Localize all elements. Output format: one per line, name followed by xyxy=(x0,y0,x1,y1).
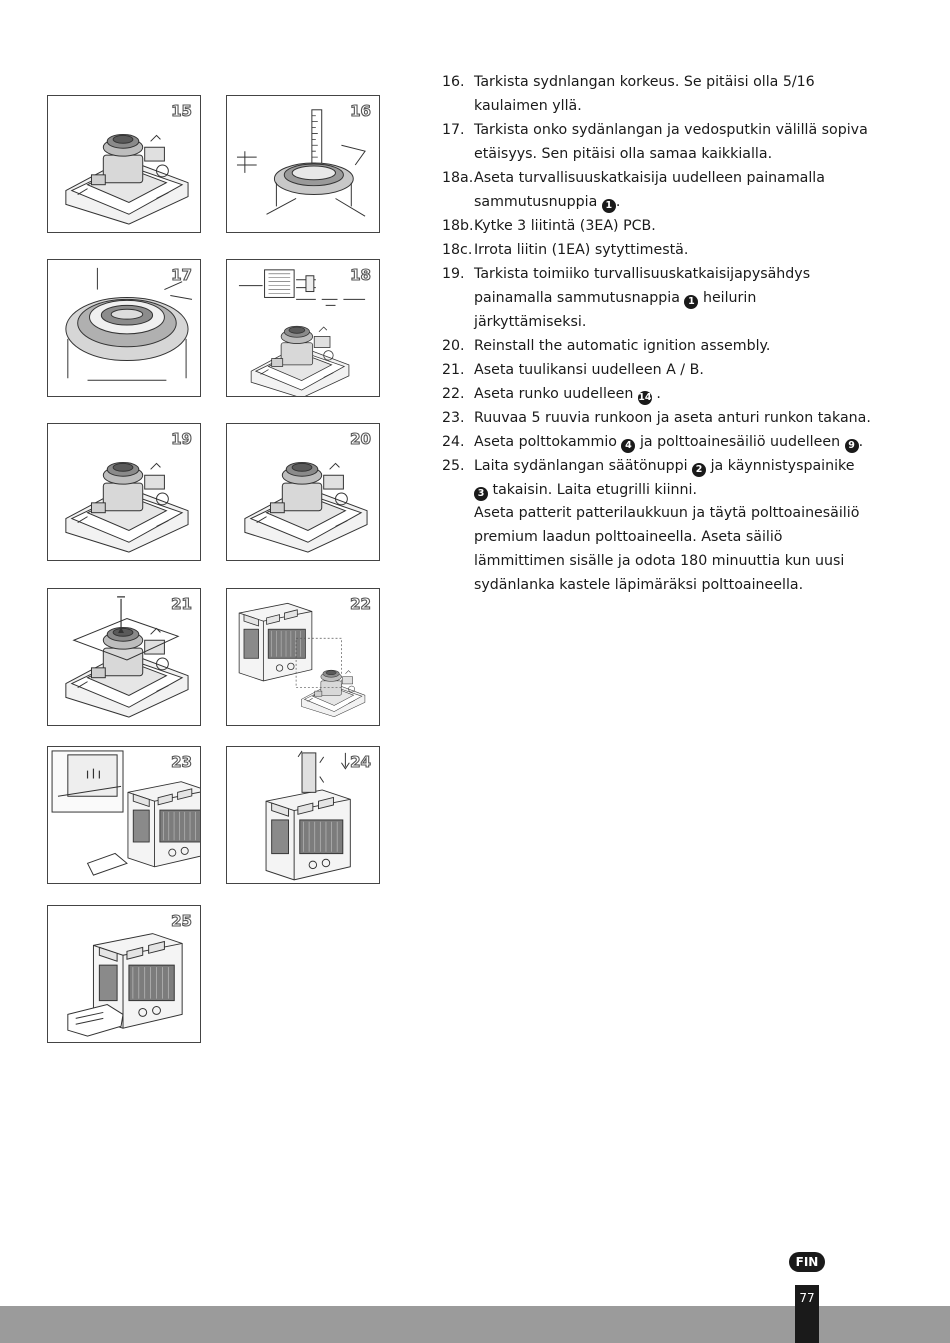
step-text: takaisin. Laita etugrilli kiinni. xyxy=(488,482,697,498)
step-text: Kytke 3 liitintä (3EA) PCB. xyxy=(474,218,656,234)
illustration-step-24 xyxy=(226,746,380,884)
part-number-callout: 4 xyxy=(621,439,635,453)
figure-number: 19 xyxy=(171,430,192,448)
step-number: 22. xyxy=(442,386,465,402)
step-text: ja käynnistyspainike xyxy=(706,458,855,474)
instruction-step xyxy=(442,262,872,334)
step-number: 18a. xyxy=(442,170,474,186)
figure-number: 23 xyxy=(171,753,192,771)
figure-number: 16 xyxy=(350,102,371,120)
step-text: Irrota liitin (1EA) sytyttimestä. xyxy=(474,242,689,258)
figure-number: 25 xyxy=(171,912,192,930)
figure-number: 20 xyxy=(350,430,371,448)
step-text: Ruuvaa 5 ruuvia runkoon ja aseta anturi runkon takana. xyxy=(474,410,871,426)
illustration-step-23 xyxy=(47,746,201,884)
step-number: 25. xyxy=(442,458,465,474)
part-number-callout: 14 xyxy=(638,392,652,403)
step-text: ja polttoainesäiliö uudelleen xyxy=(635,434,845,450)
illustration-step-18 xyxy=(226,259,380,397)
instruction-step xyxy=(442,238,872,262)
instruction-step xyxy=(442,406,872,430)
instruction-step xyxy=(442,166,872,214)
step-number: 18b. xyxy=(442,218,474,234)
instruction-step xyxy=(442,430,872,454)
step-text: Aseta runko uudelleen xyxy=(474,386,638,402)
figure-number: 17 xyxy=(171,266,192,284)
illustration-step-21 xyxy=(47,588,201,726)
part-number-callout: 9 xyxy=(845,439,859,453)
part-number-callout: 1 xyxy=(602,199,616,213)
instruction-step xyxy=(442,382,872,406)
step-number: 24. xyxy=(442,434,465,450)
step-text: Reinstall the automatic ignition assembly. xyxy=(474,338,771,354)
step-number: 16. xyxy=(442,74,465,90)
instruction-step xyxy=(442,358,872,382)
step-text: . xyxy=(651,386,661,402)
step-text: Aseta turvallisuuskatkaisija uudelleen painamalla sammutusnuppia xyxy=(474,170,825,210)
instruction-list xyxy=(442,70,872,502)
step-text: Tarkista toimiiko turvallisuuskatkaisijapysähdys painamalla sammutusnappia xyxy=(474,266,811,306)
step-number: 18c. xyxy=(442,242,473,258)
figure-number: 18 xyxy=(350,266,371,284)
illustration-step-22 xyxy=(226,588,380,726)
step-text: Laita sydänlangan säätönuppi xyxy=(474,458,693,474)
step-text: heilurin järkyttämiseksi. xyxy=(474,290,757,330)
step-number: 17. xyxy=(442,122,465,138)
illustration-step-20 xyxy=(226,423,380,561)
part-number-callout: 2 xyxy=(692,463,706,477)
step-text: . xyxy=(858,434,864,450)
instruction-step xyxy=(442,70,872,118)
step-number: 19. xyxy=(442,266,465,282)
step-number: 23. xyxy=(442,410,465,426)
part-number-callout: 1 xyxy=(684,295,698,309)
instruction-step xyxy=(442,334,872,358)
part-number-callout: 3 xyxy=(474,487,488,501)
illustration-step-19 xyxy=(47,423,201,561)
step-text: Aseta tuulikansi uudelleen A / B. xyxy=(474,362,704,378)
illustration-step-15 xyxy=(47,95,201,233)
figure-number: 21 xyxy=(171,595,192,613)
step-number: 21. xyxy=(442,362,465,378)
step-text: Aseta polttokammio xyxy=(474,434,622,450)
figure-number: 24 xyxy=(350,753,371,771)
step-number: 20. xyxy=(442,338,465,354)
step-text: Tarkista sydnlangan korkeus. Se pitäisi olla 5/16 kaulaimen yllä. xyxy=(474,74,815,114)
page-number: 77 xyxy=(799,1291,815,1305)
illustration-step-16 xyxy=(226,95,380,233)
illustration-step-25 xyxy=(47,905,201,1043)
illustration-step-17 xyxy=(47,259,201,397)
figure-number: 22 xyxy=(350,595,371,613)
instruction-step xyxy=(442,454,872,502)
step-text: . xyxy=(615,194,621,210)
language-badge: FIN xyxy=(789,1252,825,1272)
step-text: Tarkista onko sydänlangan ja vedosputkin välillä sopiva etäisyys. Sen pitäisi olla samaa kaikkialla. xyxy=(474,122,868,162)
figure-number: 15 xyxy=(171,102,192,120)
instruction-step xyxy=(442,214,872,238)
closing-paragraph: Aseta patterit patterilaukkuun ja täytä polttoainesäiliö premium laadun polttoaineella. Aseta säiliö lämmittimen sisälle ja odota 180 minuuttia kun uusi sydänlanka kastele läpimäräksi polttoaineella. xyxy=(474,505,860,593)
instruction-step xyxy=(442,118,872,166)
